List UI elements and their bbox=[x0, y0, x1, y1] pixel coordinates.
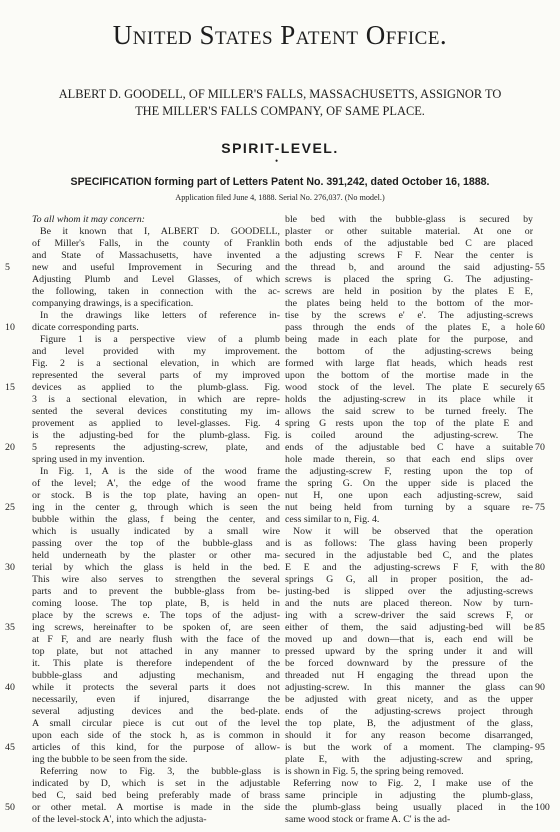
text-line: of Miller's Falls, in the county of Franklin bbox=[32, 238, 280, 249]
text-line: cess similar to n, Fig. 4. bbox=[285, 514, 380, 525]
text-line: the plates being held to the bottom of the mor- bbox=[285, 298, 533, 309]
text-line: should it for any reason become disarranged, bbox=[285, 730, 533, 741]
text-line: indicated by D, which is set in the adjustable bbox=[32, 778, 280, 789]
inventor-line-2: THE MILLER'S FALLS COMPANY, OF SAME PLACE. bbox=[135, 104, 425, 118]
text-line: provement as applied to level-glasses. Fig. 4 bbox=[32, 418, 280, 429]
line-number: 70 bbox=[535, 442, 545, 453]
line-number: 100 bbox=[535, 802, 550, 813]
text-line: place by the screws e. The tops of the adjust- bbox=[32, 610, 280, 621]
text-line: and the nuts are placed thereon. Now by turn- bbox=[285, 598, 533, 609]
inventor-line-1: ALBERT D. GOODELL, OF MILLER'S FALLS, MASSACHUSETTS, ASSIGNOR TO bbox=[58, 87, 502, 101]
text-line: articles of this kind, for the purpose of allow- bbox=[32, 742, 280, 753]
text-line: spring used in my invention. bbox=[32, 454, 145, 465]
text-line: Fig. 2 is a sectional elevation, in which are bbox=[32, 358, 280, 369]
text-line: the adjusting screws F F. Near the center is bbox=[285, 250, 533, 261]
line-number: 25 bbox=[5, 502, 15, 513]
text-line: upon each side of the stock h, as is common in bbox=[32, 730, 280, 741]
line-number: 85 bbox=[535, 622, 545, 633]
text-line: secured in the adjustable bed C, and the plates bbox=[285, 550, 533, 561]
text-line: nut being held from turning by a square re- bbox=[285, 502, 533, 513]
patent-office-heading: United States Patent Office. bbox=[112, 20, 448, 50]
text-line: either of them, the said adjusting-bed will be bbox=[285, 622, 533, 633]
text-line: parts and to prevent the bubble-glass from be- bbox=[32, 586, 280, 597]
text-line: and level provided with my improvement. bbox=[32, 346, 280, 357]
text-line: holds the adjusting-screw in its place while it bbox=[285, 394, 533, 405]
text-line: both ends of the adjustable bed C are placed bbox=[285, 238, 533, 249]
text-line: the plumb-glass being usually placed in the bbox=[285, 802, 533, 813]
text-line: spring G rests upon the top of the plate E and bbox=[285, 418, 533, 429]
text-line: To all whom it may concern: bbox=[32, 214, 145, 225]
text-line: bed C, said bed being preferably made of brass bbox=[32, 790, 280, 801]
line-number: 75 bbox=[535, 502, 545, 513]
text-line: allows the said screw to be turned freely. The bbox=[285, 406, 533, 417]
line-number: 30 bbox=[5, 562, 15, 573]
text-line: Be it known that I, ALBERT D. GOODELL, bbox=[40, 226, 280, 237]
text-line: pressed upward by the spring under it and will bbox=[285, 646, 533, 657]
text-line: companying drawings, is a specification. bbox=[32, 298, 194, 309]
text-line: held underneath by the plaster or other ma- bbox=[32, 550, 280, 561]
text-line: pass through the ends of the plates E, a hole bbox=[285, 322, 533, 333]
text-line: nut H, one upon each adjusting-screw, said bbox=[285, 490, 533, 501]
text-line: formed with large flat heads, which heads rest bbox=[285, 358, 533, 369]
text-line: same wood stock or frame A. C' is the ad- bbox=[285, 814, 451, 825]
text-line: and State of Massachusetts, have invented a bbox=[32, 250, 280, 261]
text-line: the bottom of the adjusting-screws being bbox=[285, 346, 533, 357]
text-line: while it protects the several parts it does not bbox=[32, 682, 280, 693]
text-line: In the drawings like letters of reference in- bbox=[40, 310, 280, 321]
text-line: screws is placed the spring G. The adjusting- bbox=[285, 274, 533, 285]
text-line: top plate, but not attached in any manner to bbox=[32, 646, 280, 657]
text-line: upon the bottom of the mortise made in the bbox=[285, 370, 533, 381]
application-line: Application filed June 4, 1888. Serial No. 276,037. (No model.) bbox=[175, 193, 385, 202]
text-line: ends of the adjustable bed C have a suitable bbox=[285, 442, 533, 453]
text-line: Adjusting Plumb and Level Glasses, of which bbox=[32, 274, 280, 285]
text-line: hole made therein, so that each end slips over bbox=[285, 454, 533, 465]
text-line: justing-bed is slipped over the adjusting-screws bbox=[285, 586, 533, 597]
text-line: ing the bubble to be seen from the side. bbox=[32, 754, 188, 765]
line-number: 60 bbox=[535, 322, 545, 333]
text-line: be forced downward by the pressure of the bbox=[285, 658, 533, 669]
invention-title: SPIRIT-LEVEL. bbox=[221, 140, 339, 156]
text-line: screws are held in position by the plates E E, bbox=[285, 286, 533, 297]
line-number: 15 bbox=[5, 382, 15, 393]
text-line: being made in each plate for the purpose, and bbox=[285, 334, 533, 345]
text-line: is as follows: The glass having been properly bbox=[285, 538, 533, 549]
line-number: 55 bbox=[535, 262, 545, 273]
text-line: dicate corresponding parts. bbox=[32, 322, 139, 333]
text-line: of the level; A', the edge of the wood frame bbox=[32, 478, 280, 489]
text-line: ble bed with the bubble-glass is secured by bbox=[285, 214, 533, 225]
text-line: E E and the adjusting-screws F F, with the bbox=[285, 562, 533, 573]
line-number: 10 bbox=[5, 322, 15, 333]
text-line: adjusting-screw. In this manner the glass can bbox=[285, 682, 533, 693]
right-text-column bbox=[285, 214, 533, 826]
text-line: 3 is a sectional elevation, in which are repre- bbox=[32, 394, 280, 405]
text-line: same principle in adjusting the plumb-glass, bbox=[285, 790, 533, 801]
text-line: tise by the screws e' e'. The adjusting-screws bbox=[285, 310, 533, 321]
text-line: Now it will be observed that the operation bbox=[293, 526, 533, 537]
line-number: 40 bbox=[5, 682, 15, 693]
text-line: Referring now to Fig. 3, the bubble-glass is bbox=[40, 766, 280, 777]
text-line: the adjusting-screw F, resting upon the top of bbox=[285, 466, 533, 477]
text-line: which is usually indicated by a small wire bbox=[32, 526, 280, 537]
left-text-column bbox=[32, 214, 280, 826]
line-number: 65 bbox=[535, 382, 545, 393]
text-line: is coiled around the adjusting-screw. The bbox=[285, 430, 533, 441]
text-line: devices as applied to the plumb-glass. Fig. bbox=[32, 382, 280, 393]
text-line: ends of the adjusting-screws project through bbox=[285, 706, 533, 717]
text-line: is shown in Fig. 5, the spring being removed. bbox=[285, 766, 464, 777]
line-number: 95 bbox=[535, 742, 545, 753]
text-line: moved up and down—that is, each end will be bbox=[285, 634, 533, 645]
text-line: threaded nut H engaging the thread upon the bbox=[285, 670, 533, 681]
text-line: wood stock of the level. The plate E securely bbox=[285, 382, 533, 393]
inventor-block bbox=[10, 86, 550, 120]
text-line: plaster or other suitable material. At one or bbox=[285, 226, 533, 237]
text-line: terial by which the glass is held in the bed. bbox=[32, 562, 280, 573]
line-number: 50 bbox=[5, 802, 15, 813]
specification-line: SPECIFICATION forming part of Letters Patent No. 391,242, dated October 16, 1888. bbox=[70, 176, 490, 188]
text-line: or other metal. A mortise is made in the side bbox=[32, 802, 280, 813]
text-line: A small circular piece is cut out of the level bbox=[32, 718, 280, 729]
text-line: the top plate, B, the adjustment of the glass, bbox=[285, 718, 533, 729]
line-number: 90 bbox=[535, 682, 545, 693]
line-number: 80 bbox=[535, 562, 545, 573]
text-line: it. This plate is therefore independent of the bbox=[32, 658, 280, 669]
title-ornament: • bbox=[275, 156, 279, 166]
text-line: Referring now to Fig. 2, I make use of the bbox=[293, 778, 533, 789]
text-line: bubble within the glass, f being the center, and bbox=[32, 514, 280, 525]
text-line: of the level-stock A', into which the adjusta- bbox=[32, 814, 207, 825]
text-line: ing screws, hereinafter to be spoken of, are seen bbox=[32, 622, 280, 633]
text-line: springs G G, all in proper position, the ad- bbox=[285, 574, 533, 585]
text-line: the thread b, and around the said adjusting- bbox=[285, 262, 533, 273]
line-number: 35 bbox=[5, 622, 15, 633]
text-line: This wire also serves to strengthen the several bbox=[32, 574, 280, 585]
text-line: be adjusted with great nicety, and as the upper bbox=[285, 694, 533, 705]
text-line: or stock. B is the top plate, having an open- bbox=[32, 490, 280, 501]
line-number: 45 bbox=[5, 742, 15, 753]
text-line: In Fig. 1, A is the side of the wood frame bbox=[40, 466, 280, 477]
text-line: necessarily, even if injured, disarrange the bbox=[32, 694, 280, 705]
line-number: 5 bbox=[5, 262, 10, 273]
text-line: represented the several parts of my improved bbox=[32, 370, 280, 381]
text-line: bubble-glass and adjusting mechanism, and bbox=[32, 670, 280, 681]
text-line: ing with a screw-driver the said screws F, or bbox=[285, 610, 533, 621]
text-line: coming loose. The top plate, B, is held in bbox=[32, 598, 280, 609]
text-line: sented the several devices constituting my im- bbox=[32, 406, 280, 417]
text-line: new and useful Improvement in Securing and bbox=[32, 262, 280, 273]
text-line: 5 represents the adjusting-screw, plate, and bbox=[32, 442, 280, 453]
text-line: ing in the center g, through which is seen the bbox=[32, 502, 280, 513]
text-line: the spring G. On the upper side is placed the bbox=[285, 478, 533, 489]
text-line: is the adjusting-bed for the plumb-glass. Fig. bbox=[32, 430, 280, 441]
text-line: plate E, with the adjusting-screw and spring, bbox=[285, 754, 533, 765]
text-line: at F F, and are nearly flush with the face of the bbox=[32, 634, 280, 645]
text-line: is but the work of a moment. The clamping- bbox=[285, 742, 533, 753]
text-line: the following, taken in connection with the ac- bbox=[32, 286, 280, 297]
text-line: Figure 1 is a perspective view of a plumb bbox=[40, 334, 280, 345]
text-line: several adjusting devices and the bed-plate. bbox=[32, 706, 280, 717]
text-line: passing over the top of the bubble-glass and bbox=[32, 538, 280, 549]
line-number: 20 bbox=[5, 442, 15, 453]
